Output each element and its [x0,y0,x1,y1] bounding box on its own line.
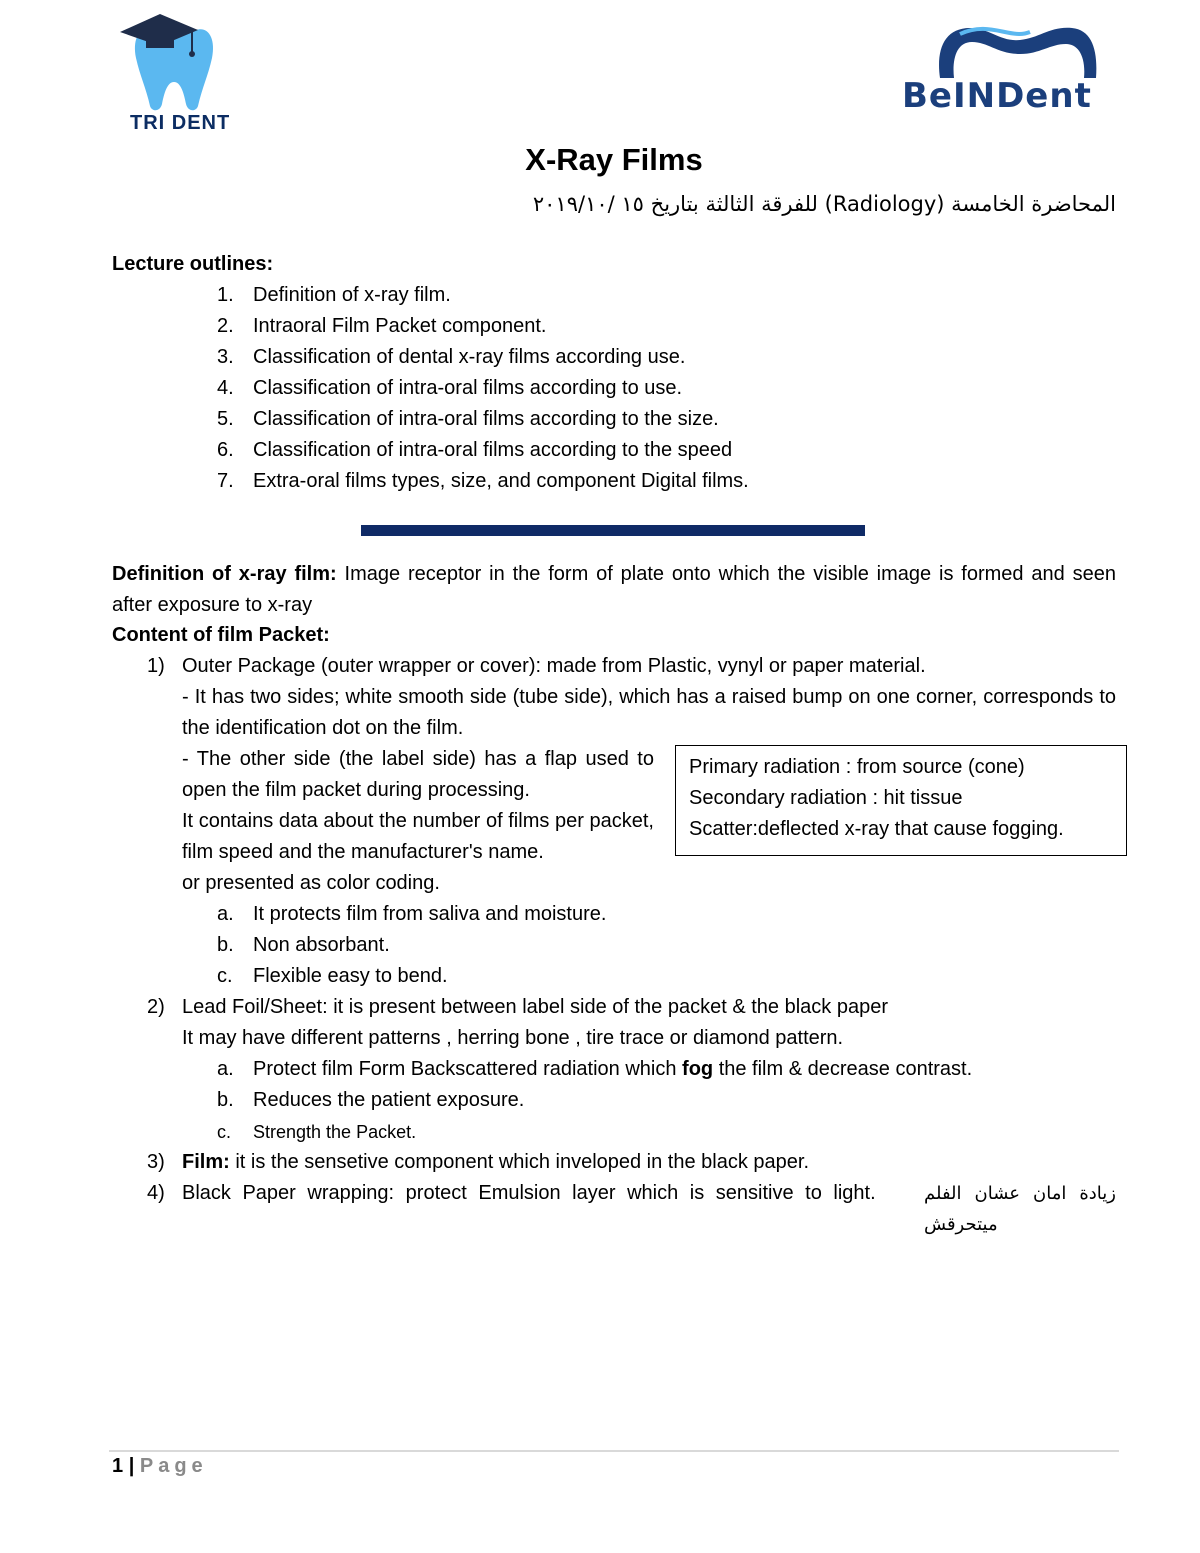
page-title: X-Ray Films [525,142,703,177]
section-2-paragraph: It may have different patterns , herring bone , tire trace or diamond pattern. [182,1027,844,1049]
list-item-letter: c. [217,965,233,987]
beindent-wave-icon [900,20,1110,80]
list-item-text: Reduces the patient exposure. [253,1089,525,1111]
list-item-text: Protect film Form Backscattered radiation which [253,1058,683,1080]
list-item-bold-word: fog [682,1058,714,1080]
section-4-arabic: زيادة امان عشان الفلم ميتحرقش [924,1183,1116,1235]
list-item-letter: a. [217,903,234,925]
outline-item-number: 1. [217,284,234,306]
tooth-graduation-icon [112,8,247,113]
outline-item [217,280,917,311]
outline-item [217,342,917,373]
section-1-sublist [217,899,817,992]
page-footer [112,1455,208,1478]
outline-list [217,280,917,497]
outline-item [217,404,917,435]
footer-separator: | [128,1455,135,1477]
outline-heading: Lecture outlines: [112,253,274,275]
page-number: 1 [112,1455,124,1477]
outline-item-number: 3. [217,346,234,368]
section-3-text [182,1147,809,1178]
outline-item-text: Classification of intra-oral films according to use. [253,377,683,399]
section-4-text: Black Paper wrapping: protect Emulsion layer which is sensitive to light. [182,1182,876,1204]
section-3-label: Film: [182,1151,230,1173]
outline-item-text: Classification of dental x-ray films according use. [253,346,686,368]
list-item-letter: a. [217,1058,234,1080]
section-4-paragraph [182,1178,1116,1240]
list-item-letter: b. [217,1089,234,1111]
list-item-text: Flexible easy to bend. [253,965,448,987]
section-1-paragraph-4: or presented as color coding. [182,872,440,894]
definition-label: Definition of x-ray film: [112,563,337,585]
outline-item [217,435,917,466]
section-1-number: 1) [147,655,165,677]
beindent-logo-text: BeINDent [902,76,1092,116]
list-item [217,1085,524,1116]
section-1-paragraph-1: - It has two sides; white smooth side (tube side), which has a raised bump on one corner, corresponds to the identification dot on the film. [182,686,1116,739]
list-item-text: Non absorbant. [253,934,390,956]
outline-item-number: 4. [217,377,234,399]
section-1-paragraph-3: It contains data about the number of films per packet, film speed and the manufacturer's name. [182,810,654,863]
outline-item-text: Classification of intra-oral films according to the size. [253,408,719,430]
list-item-text: Strength the Packet. [253,1122,417,1142]
note-line: Scatter:deflected x-ray that cause fogging. [689,818,1064,840]
radiation-note-box [675,745,1127,856]
section-2-title: Lead Foil/Sheet: it is present between label side of the packet & the black paper [182,996,888,1018]
note-line: Primary radiation : from source (cone) [689,756,1025,778]
outline-item-number: 2. [217,315,234,337]
note-line: Secondary radiation : hit tissue [689,787,963,809]
trident-logo-text: TRI DENT [130,112,231,134]
outline-item-number: 7. [217,470,234,492]
list-item [217,930,817,961]
list-item-text: It protects film from saliva and moisture. [253,903,607,925]
section-divider [361,525,865,536]
arabic-subtitle: المحاضرة الخامسة (Radiology) للفرقة الثالثة بتاريخ ١٥ /٢٠١٩/١٠ [532,192,1116,216]
section-1-title: Outer Package (outer wrapper or cover): made from Plastic, vynyl or paper material. [182,655,926,677]
beindent-logo [900,20,1110,120]
definition-text: Image receptor in the form of plate onto which the visible image is formed and seen after exposure to x-ray [112,563,1116,616]
section-1-paragraph-2: - The other side (the label side) has a flap used to open the film packet during processing. [182,748,654,801]
section-4-number: 4) [147,1182,165,1204]
outline-item [217,311,917,342]
list-item-text: the film & decrease contrast. [713,1058,973,1080]
content-heading: Content of film Packet: [112,624,330,646]
outline-item-text: Classification of intra-oral films according to the speed [253,439,733,461]
definition-paragraph [112,559,1116,621]
list-item-letter: c. [217,1122,232,1142]
outline-item [217,466,917,497]
outline-item-number: 5. [217,408,234,430]
section-3-number: 3) [147,1151,165,1173]
outline-item-text: Extra-oral films types, size, and component Digital films. [253,470,749,492]
outline-item [217,373,917,404]
list-item [217,961,817,992]
outline-item-number: 6. [217,439,234,461]
trident-logo [112,8,247,138]
list-item-letter: b. [217,934,234,956]
section-3-body: it is the sensetive component which inveloped in the black paper. [229,1151,810,1173]
footer-rule [109,1450,1119,1452]
list-item [217,899,817,930]
outline-item-text: Definition of x-ray film. [253,284,451,306]
section-2-number: 2) [147,996,165,1018]
list-item [217,1054,972,1085]
outline-item-text: Intraoral Film Packet component. [253,315,547,337]
page-label: Page [139,1455,208,1477]
list-item [217,1117,416,1148]
